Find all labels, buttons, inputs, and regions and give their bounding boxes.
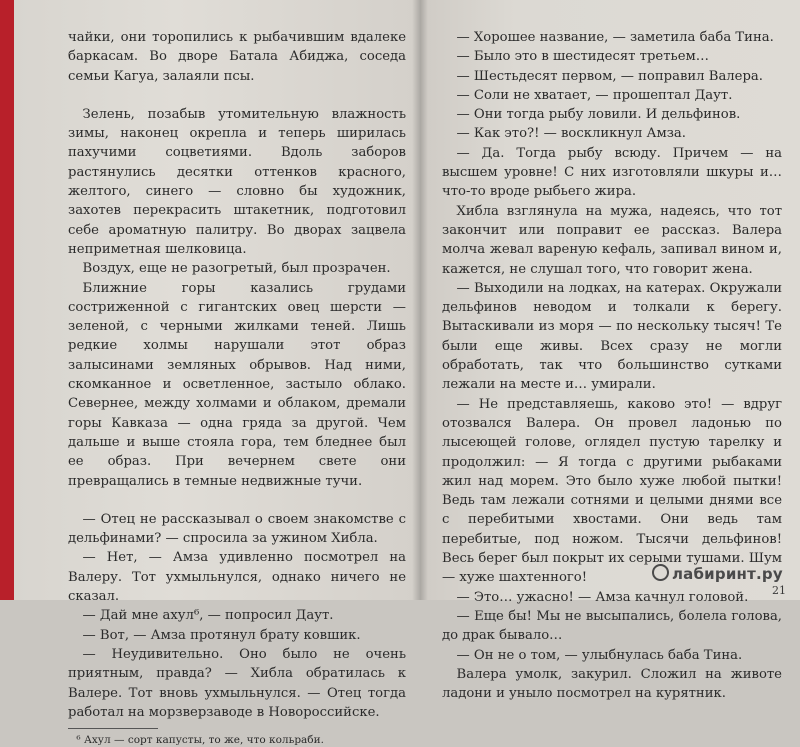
- watermark: [652, 564, 783, 583]
- dialogue-line: — Отец не рассказывал о своем знакомстве с дельфинами? — спросила за ужином Хибла.: [68, 511, 406, 547]
- dialogue-line: — Они тогда рыбу ловили. И дельфинов.: [456, 107, 741, 123]
- dialogue-line: — Неудивительно. Оно было не очень приятным, правда? — Хибла обратилась к Валере. Тот вновь ухмыльнулся. — Отец тогда работал на морзверзаводе в Новороссийске.: [68, 646, 406, 720]
- dialogue-line: — Вот, — Амза протянул брату ковшик.: [82, 627, 361, 643]
- dialogue-line: — Как это?! — воскликнул Амза.: [456, 126, 686, 142]
- page-number: 21: [772, 584, 786, 597]
- dialogue-line: — Дай мне ахул⁶, — попросил Даут.: [82, 608, 334, 624]
- watermark-text: лабиринт.ру: [672, 565, 783, 583]
- globe-icon: [652, 564, 669, 581]
- dialogue-line: — Хорошее название, — заметила баба Тина.: [456, 30, 774, 45]
- book-gutter-shadow: [412, 0, 428, 600]
- dialogue-line: — Выходили на лодках, на катерах. Окружали дельфинов неводом и толкали к берегу. Вытаскивали из моря — по нескольку тысяч! Те были еще живы. Всех сразу не могли обработать, так что большинство сутками лежали на месте и… умирали.: [442, 280, 782, 393]
- paragraph: Зелень, позабыв утомительную влажность зимы, наконец окрепла и теперь ширилась пахучими соцветиями. Вдоль заборов растянулись десятки оттенков красного, желтого, синего — словно бы художник, захотев перекрасить штакетник, подготовил себе ароматную палитру. Во дворах зацвела неприметная шелковица.: [68, 106, 406, 257]
- footnote-separator: [68, 728, 158, 729]
- dialogue-line: — Еще бы! Мы не высыпались, болела голова, до драк бывало…: [442, 608, 782, 644]
- dialogue-line: — Да. Тогда рыбу всюду. Причем — на высшем уровне! С них изготовляли шкуры и… что-то вроде рыбьего жира.: [442, 145, 782, 200]
- footnote: ⁶ Ахул — сорт капусты, то же, что кольраби.: [76, 734, 324, 747]
- dialogue-line: — Он не о том, — улыбнулась баба Тина.: [456, 647, 743, 663]
- paragraph: Хибла взглянула на мужа, надеясь, что тот закончит или поправит ее рассказ. Валера молча жевал вареную кефаль, запивал вином и, кажется, не слушал того, что говорит жена.: [442, 203, 782, 277]
- dialogue-line: — Не представляешь, каково это! — вдруг отозвался Валера. Он провел ладонью по лысеющей голове, оглядел пустую тарелку и продолжил: — Я тогда с другими рыбаками жил над морем. Это было хуже любой пытки! Ведь там лежали сотнями и целыми днями все с перебитыми хвостами. Они ведь там перебитые, под ножом. Тысячи дельфинов! Весь берег был покрыт их серыми тушами. Шум — хуже шахтенного!: [442, 396, 782, 586]
- book-binding-edge: [0, 0, 14, 600]
- right-page: [420, 0, 800, 702]
- dialogue-line: — Нет, — Амза удивленно посмотрел на Валеру. Тот ухмыльнулся, однако ничего не сказал.: [68, 550, 406, 605]
- paragraph: Ближние горы казались грудами состриженной с гигантских овец шерсти — зеленой, с черными жилками теней. Лишь редкие холмы нарушали этот образ залысинами земляных обрывов. Над ними, скомканное и осветленное, застыло облако. Севернее, между холмами и облаком, дремали горы Кавказа — одна гряда за другой. Чем дальше и выше стояла гора, тем бледнее был ее образ. При вечернем свете они превращались в темные недвижные тучи.: [68, 280, 406, 489]
- dialogue-line: — Шестьдесят первом, — поправил Валера.: [456, 68, 763, 84]
- paragraph: Воздух, еще не разогретый, был прозрачен.: [82, 261, 391, 277]
- paragraph: чайки, они торопились к рыбачившим вдалеке баркасам. Во дворе Батала Абиджа, соседа семьи Кагуа, залаяли псы.: [68, 30, 406, 84]
- dialogue-line: — Было это в шестидесят третьем…: [456, 49, 709, 65]
- paragraph: Валера умолк, закурил. Сложил на животе ладони и уныло посмотрел на курятник.: [442, 666, 782, 702]
- left-page: [14, 0, 420, 747]
- dialogue-line: — Соли не хватает, — прошептал Даут.: [456, 87, 733, 103]
- dialogue-line: — Это… ужасно! — Амза качнул головой.: [456, 589, 749, 605]
